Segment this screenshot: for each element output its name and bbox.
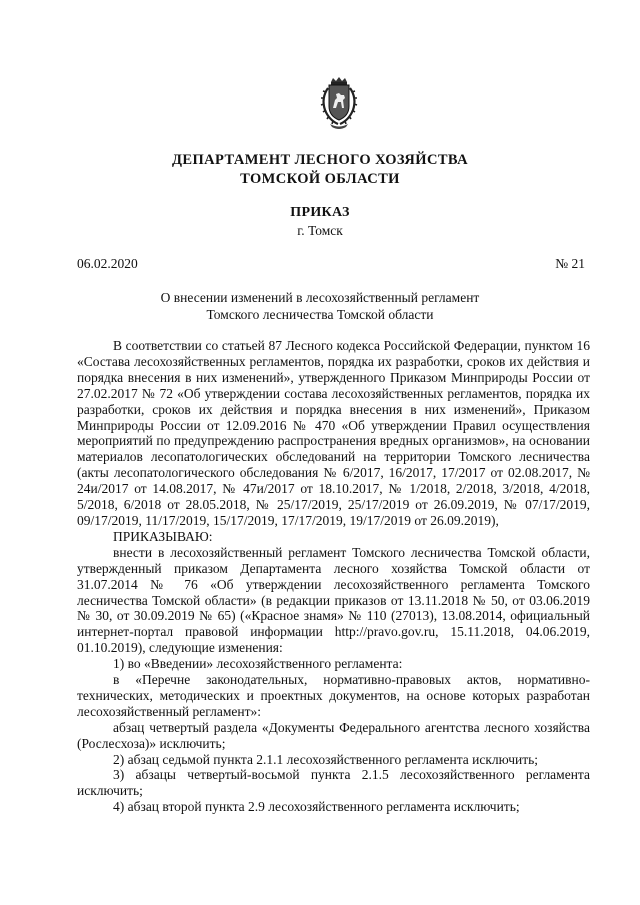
order-title-line2: Томского лесничества Томской области (206, 306, 434, 322)
city: г. Томск (297, 223, 343, 238)
order-number: № 21 (555, 256, 585, 271)
document-type: ПРИКАЗ (290, 205, 350, 220)
paragraph-item-1-abzac: абзац четвертый раздела «Документы Федерального агентства лесного хозяйства (Рослесхоза)» исключить; (77, 719, 590, 751)
paragraph-item-3: 3) абзацы четвертый-восьмой пункта 2.1.5 лесохозяйственного регламента исключить; (77, 767, 590, 799)
department-name-line2: ТОМСКОЙ ОБЛАСТИ (240, 171, 400, 187)
paragraph-item-2: 2) абзац седьмой пункта 2.1.1 лесохозяйственного регламента исключить; (113, 751, 539, 767)
paragraph-item-1-list: в «Перечне законодательных, нормативно-правовых актов, нормативно-технических, методических и проектных документов, на основе которых разработан лесохозяйственный регламент»: (77, 672, 590, 719)
department-name-line1: ДЕПАРТАМЕНТ ЛЕСНОГО ХОЗЯЙСТВА (172, 152, 468, 168)
coat-of-arms-icon (318, 76, 360, 130)
paragraph-amend: внести в лесохозяйственный регламент Томского лесничества Томской области, утвержденный приказом Департамента лесного хозяйства Томской области от 31.07.2014 № 76 «Об утверждении лесохозяйственного регламента Томского лесничества Томской области» (в редакции приказов от 13.11.2018 № 50, от 03.06.2019 № 30, от 30.09.2019 № 65) («Красное знамя» № 110 (27013), 13.08.2014, официальный интернет-портал правовой информации http://pravo.gov.ru, 15.11.2018, 04.06.2019, 01.10.2019), следующие изменения: (77, 544, 590, 656)
order-title (0, 290, 640, 323)
paragraph-order: ПРИКАЗЫВАЮ: (113, 528, 213, 544)
paragraph-item-1: 1) во «Введении» лесохозяйственного регламента: (113, 656, 403, 672)
paragraph-item-4: 4) абзац второй пункта 2.9 лесохозяйственного регламента исключить; (113, 799, 520, 815)
order-date: 06.02.2020 (77, 256, 138, 271)
order-body (77, 338, 590, 815)
paragraph-basis: В соответствии со статьей 87 Лесного кодекса Российской Федерации, пунктом 16 «Состава лесохозяйственных регламентов, порядка их разработки, сроков их действия и порядка внесения в них изменений», утвержденного Приказом Минприроды России от 27.02.2017 № 72 «Об утверждении состава лесохозяйственных регламентов, порядка их разработки, сроков их действия и порядка внесения в них изменений», Приказом Минприроды России от 12.09.2016 № 470 «Об утверждении Правил осуществления мероприятий по предупреждению распространения вредных организмов», на основании материалов лесопатологических обследований на территории Томского лесничества (акты лесопатологического обследования № 6/2017, 16/2017, 17/2017 от 02.08.2017, № 24и/2017 от 14.08.2017, № 47и/2017 от 18.10.2017, № 1/2018, 2/2018, 3/2018, 4/2018, 5/2018, 6/2018 от 28.05.2018, № 25/17/2019, 25/17/2019 от 26.09.2019, № 07/17/2019, 09/17/2019, 11/17/2019, 15/17/2019, 17/17/2019, 19/17/2019 от 26.09.2019), (77, 338, 590, 528)
order-title-line1: О внесении изменений в лесохозяйственный регламент (160, 290, 480, 305)
